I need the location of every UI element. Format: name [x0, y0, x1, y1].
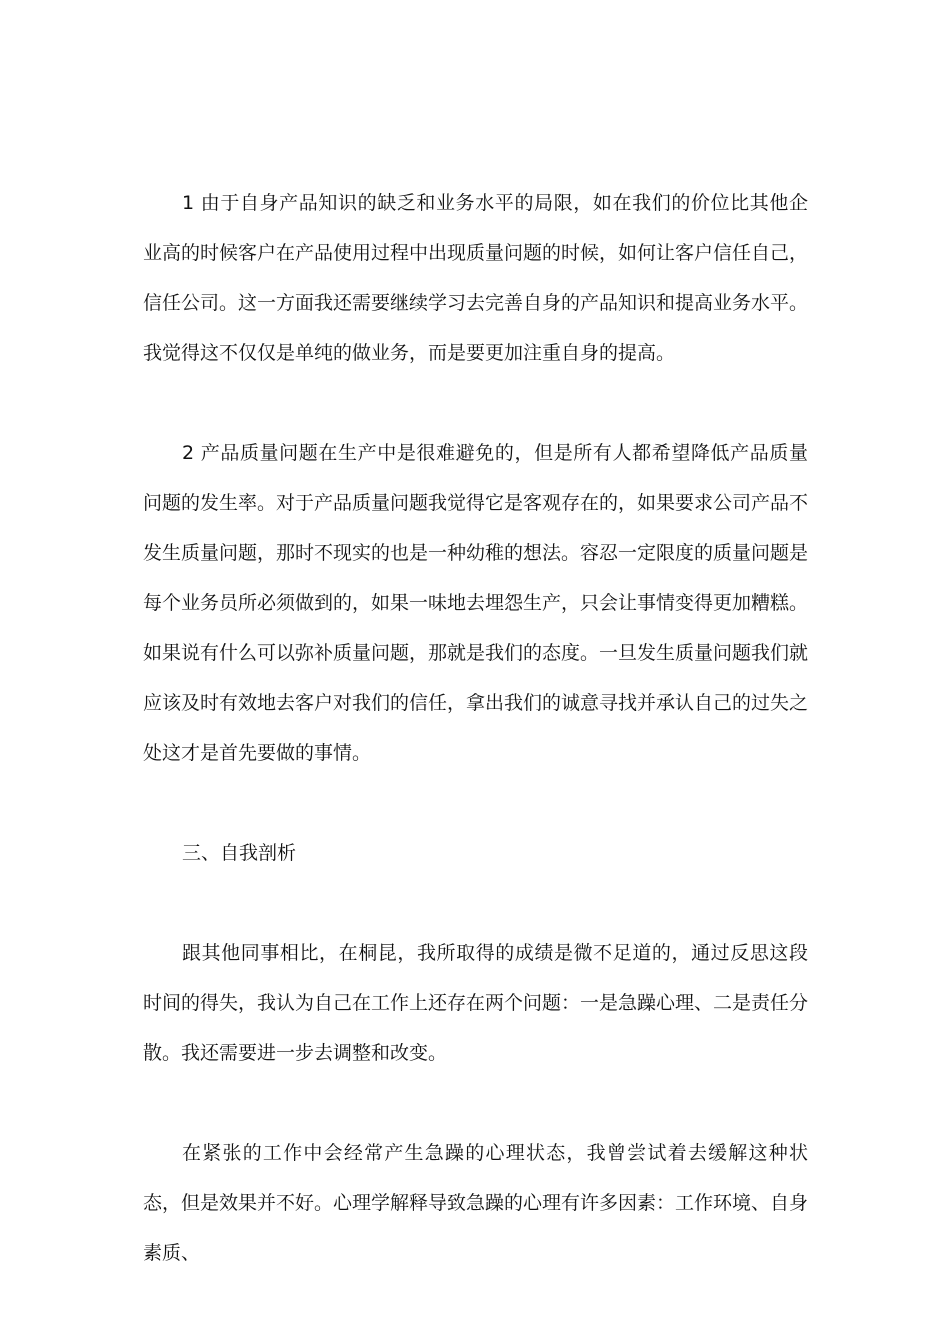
- paragraph-gap: [143, 878, 808, 928]
- section-heading-self-analysis: 三、自我剖析: [182, 842, 297, 864]
- paragraph-impatience: 在紧张的工作中会经常产生急躁的心理状态，我曾尝试着去缓解这种状态，但是效果并不好。心理学解释导致急躁的心理有许多因素：工作环境、自身素质、: [143, 1142, 809, 1264]
- paragraph-product-knowledge: 1 由于自身产品知识的缺乏和业务水平的局限，如在我们的价位比其他企业高的时候客户在产品使用过程中出现质量问题的时候，如何让客户信任自己，信任公司。这一方面我还需要继续学习去完善自身的产品知识和提高业务水平。我觉得这不仅仅是单纯的做业务，而是要更加注重自身的提高。: [143, 192, 809, 364]
- paragraph-quality-issues: 2 产品质量问题在生产中是很难避免的，但是所有人都希望降低产品质量问题的发生率。对于产品质量问题我觉得它是客观存在的，如果要求公司产品不发生质量问题，那时不现实的也是一种幼稚的想法。容忍一定限度的质量问题是每个业务员所必须做到的，如果一味地去埋怨生产，只会让事情变得更加糟糕。如果说有什么可以弥补质量问题，那就是我们的态度。一旦发生质量问题我们就应该及时有效地去客户对我们的信任，拿出我们的诚意寻找并承认自己的过失之处这才是首先要做的事情。: [143, 442, 809, 764]
- paragraph-self-reflection: 跟其他同事相比，在桐昆，我所取得的成绩是微不足道的，通过反思这段时间的得失，我认为自己在工作上还存在两个问题：一是急躁心理、二是责任分散。我还需要进一步去调整和改变。: [143, 942, 809, 1064]
- document-body: [143, 178, 808, 1278]
- paragraph-gap: [143, 778, 808, 828]
- paragraph-gap: [143, 378, 808, 428]
- paragraph-gap: [143, 1078, 808, 1128]
